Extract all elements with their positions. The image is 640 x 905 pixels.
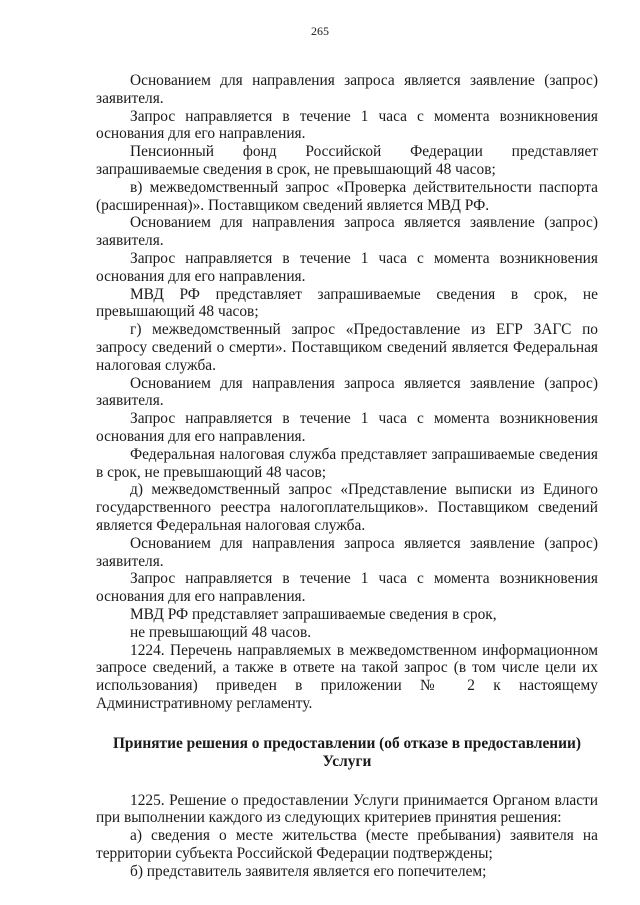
section-heading-line: Принятие решения о предоставлении (об отказе в предоставлении) xyxy=(112,734,582,752)
paragraph: в) межведомственный запрос «Проверка действительности паспорта (расширенная)». Поставщиком сведений является МВД РФ. xyxy=(96,178,598,214)
paragraph: Запрос направляется в течение 1 часа с момента возникновения основания для его направления. xyxy=(96,249,598,285)
paragraph: Основанием для направления запроса является заявление (запрос) заявителя. xyxy=(96,72,598,107)
paragraph: МВД РФ представляет запрашиваемые сведения в срок, не превышающий 48 часов; xyxy=(96,285,598,321)
paragraph: а) сведения о месте жительства (месте пребывания) заявителя на территории субъекта Российской Федерации подтверждены; xyxy=(96,827,598,863)
paragraph: Запрос направляется в течение 1 часа с момента возникновения основания для его направления. xyxy=(96,570,598,606)
paragraph: г) межведомственный запрос «Предоставление из ЕГР ЗАГС по запросу сведений о смерти». Поставщиком сведений является Федеральная налоговая служба. xyxy=(96,321,598,374)
paragraph: д) межведомственный запрос «Представление выписки из Единого государственного реестра налогоплательщиков». Поставщиком сведений является Федеральная налоговая служба. xyxy=(96,481,598,534)
paragraph: Основанием для направления запроса является заявление (запрос) заявителя. xyxy=(96,374,598,410)
paragraph: МВД РФ представляет запрашиваемые сведения в срок, xyxy=(130,605,497,623)
paragraph: Основанием для направления запроса является заявление (запрос) заявителя. xyxy=(96,534,598,570)
paragraph: Основанием для направления запроса является заявление (запрос) заявителя. xyxy=(96,214,598,250)
section-heading-line: Услуги xyxy=(322,752,372,770)
paragraph: б) представитель заявителя является его попечителем; xyxy=(130,862,487,880)
paragraph: Федеральная налоговая служба представляет запрашиваемые сведения в срок, не превышающий 48 часов; xyxy=(96,445,598,481)
document-body xyxy=(96,72,598,881)
paragraph: не превышающий 48 часов. xyxy=(130,623,312,641)
paragraph: Запрос направляется в течение 1 часа с момента возникновения основания для его направления. xyxy=(96,410,598,445)
paragraph: Запрос направляется в течение 1 часа с момента возникновения основания для его направления. xyxy=(96,107,598,143)
section-heading xyxy=(96,735,598,771)
page-number: 265 xyxy=(311,24,329,38)
paragraph: 1224. Перечень направляемых в межведомственном информационном запросе сведений, а также в ответе на такой запрос (в том числе цели их использования) приведен в приложении № 2 к настоящему Административному регламенту. xyxy=(96,641,598,712)
paragraph: 1225. Решение о предоставлении Услуги принимается Органом власти при выполнении каждого из следующих критериев принятия решения: xyxy=(96,791,598,827)
paragraph: Пенсионный фонд Российской Федерации представляет запрашиваемые сведения в срок, не превышающий 48 часов; xyxy=(96,143,598,178)
